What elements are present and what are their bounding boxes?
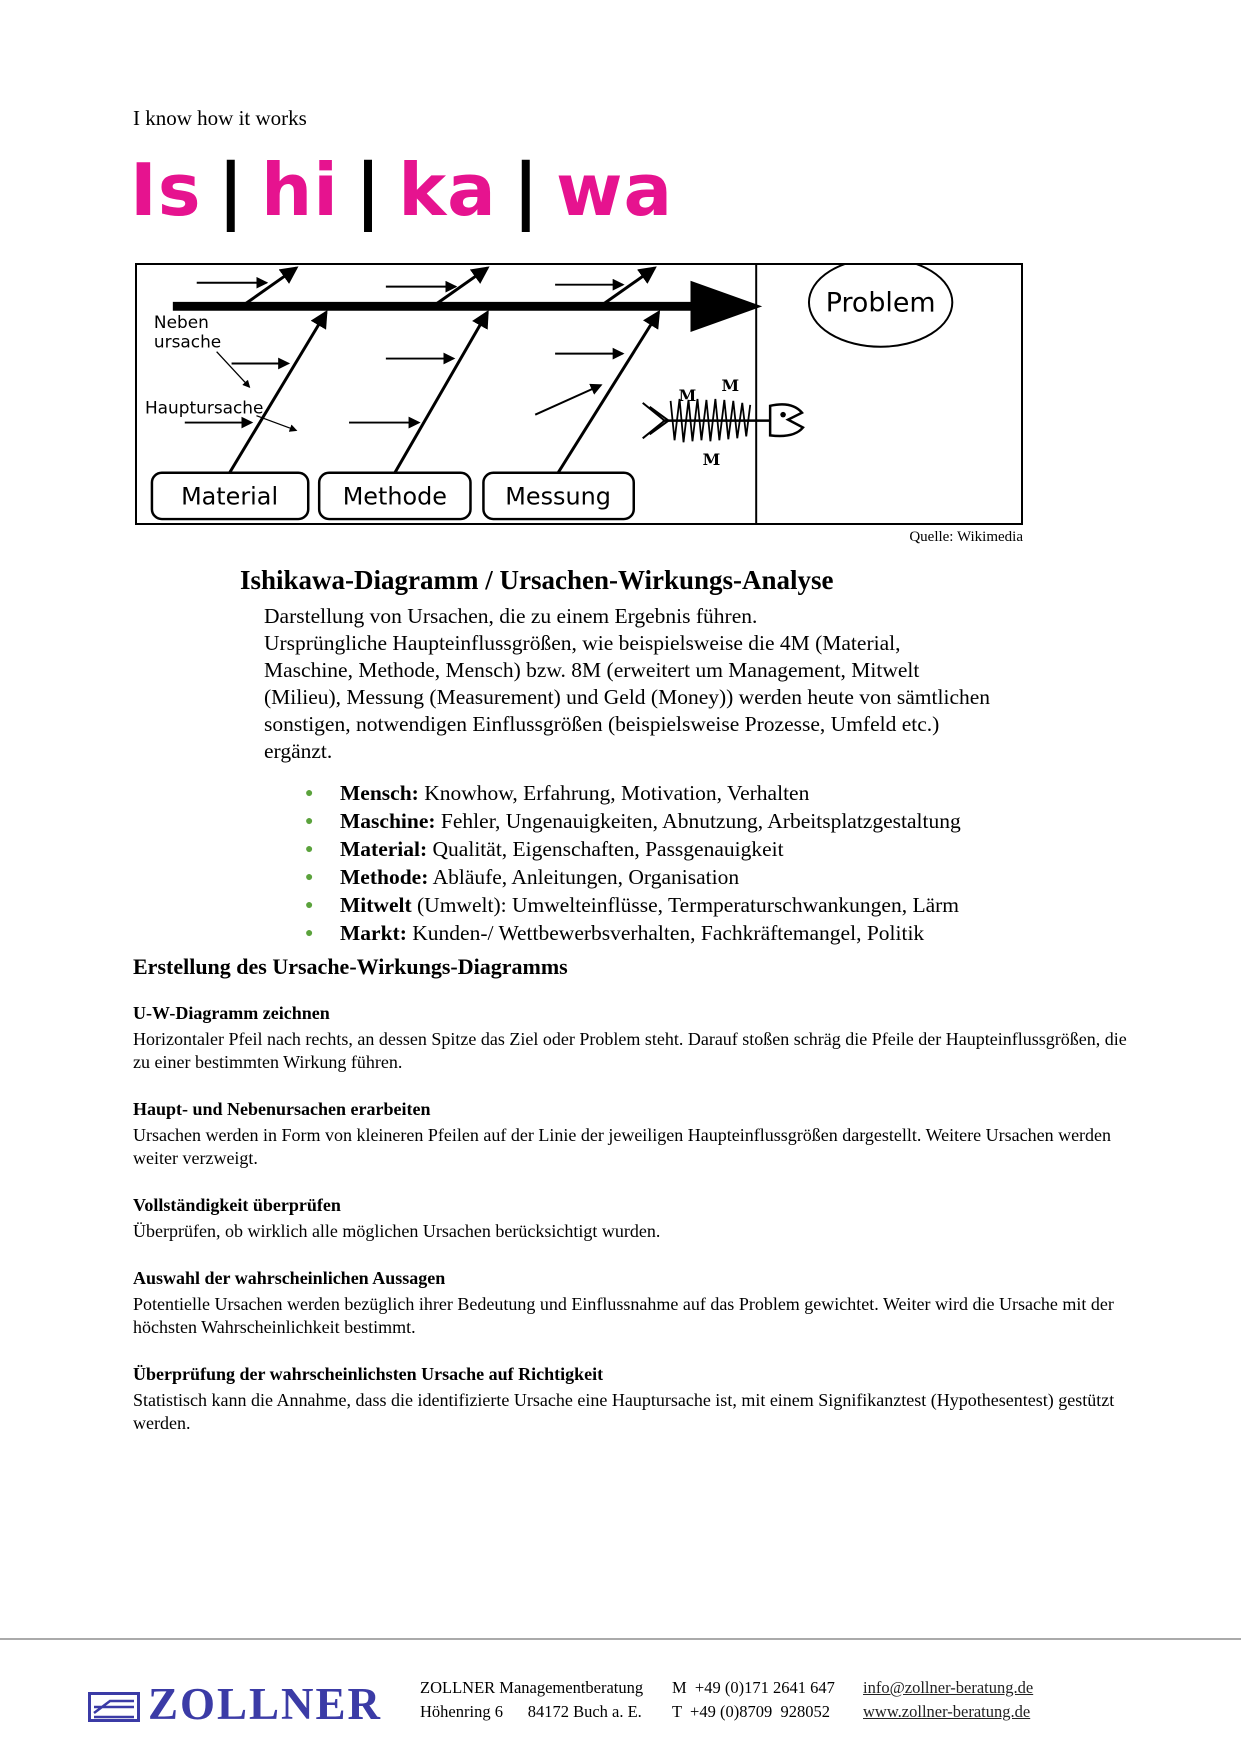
footer-website-link[interactable]: www.zollner-beratung.de: [863, 1702, 1031, 1721]
fish-m-letter-1: M: [678, 385, 697, 405]
fish-m-letter-3: M: [702, 449, 721, 469]
bullet-term: Mensch:: [340, 781, 419, 805]
footer-divider: [0, 1638, 1241, 1640]
problem-label: Problem: [825, 287, 936, 319]
zollner-logo-text: ZOLLNER: [148, 1679, 383, 1729]
steps-list: [133, 1002, 1128, 1459]
list-item: [303, 779, 961, 807]
step-body: Potentielle Ursachen werden bezüglich ihrer Bedeutung und Einflussnahme auf das Problem gewichtet. Weiter wird die Ursache mit der höchsten Wahrscheinlichkeit bestimmt.: [133, 1294, 1114, 1337]
page-title: [130, 148, 673, 232]
footer-links-block: [863, 1676, 1033, 1724]
fishbone-diagram: [137, 265, 1021, 523]
figure-caption: Quelle: Wikimedia: [909, 529, 1023, 545]
bullet-text: Knowhow, Erfahrung, Motivation, Verhalten: [418, 781, 810, 805]
box-label-material: Material: [181, 482, 279, 511]
title-syllable-4: wa: [555, 148, 674, 232]
title-separator: |: [354, 148, 383, 232]
step-5: [133, 1363, 1128, 1435]
box-label-messung: Messung: [505, 482, 611, 511]
bullet-term: Material:: [340, 837, 428, 861]
step-body: Überprüfen, ob wirklich alle möglichen Ursachen berücksichtigt wurden.: [133, 1221, 661, 1241]
bullet-text: Qualität, Eigenschaften, Passgenauigkeit: [427, 837, 784, 861]
step-body: Horizontaler Pfeil nach rechts, an dessen Spitze das Ziel oder Problem steht. Darauf stoßen schräg die Pfeile der Haupteinflussgrößen, die zu einer bestimmten Wirkung führen.: [133, 1029, 1127, 1072]
footer-address: Höhenring 6 84172 Buch a. E.: [420, 1702, 642, 1721]
step-body: Statistisch kann die Annahme, dass die identifizierte Ursache eine Hauptursache ist, mit einem Signifikanztest (Hypothesentest) gestützt werden.: [133, 1390, 1115, 1433]
fish-skeleton-doodle: [643, 399, 803, 442]
list-item: [303, 835, 961, 863]
step-2: [133, 1098, 1128, 1170]
title-separator: |: [512, 148, 540, 232]
step-1: [133, 1002, 1128, 1074]
step-title: U-W-Diagramm zeichnen: [133, 1003, 330, 1023]
footer-company-name: ZOLLNER Managementberatung: [420, 1678, 644, 1697]
step-3: [133, 1194, 1128, 1243]
zollner-logo-icon: [88, 1692, 140, 1722]
footer-email-link[interactable]: info@zollner-beratung.de: [863, 1678, 1034, 1697]
list-item: [303, 891, 961, 919]
bullet-term: Mitwelt: [340, 893, 412, 917]
intro-body: Ursprüngliche Haupteinflussgrößen, wie beispielsweise die 4M (Material, Maschine, Methode, Mensch) bzw. 8M (erweitert um Management, Mitwelt (Milieu), Messung (Measurement) und Geld (Money)) werden heute von sämtlichen sonstigen, notwendigen Einflussgrößen (beispielsweise Prozesse, Umfeld etc.) ergänzt.: [264, 631, 991, 763]
step-4: [133, 1267, 1128, 1339]
title-separator: |: [217, 148, 245, 232]
list-item: [303, 863, 961, 891]
step-title: Vollständigkeit überprüfen: [133, 1195, 341, 1215]
bullet-term: Markt:: [340, 921, 407, 945]
hauptursache-label: Hauptursache: [144, 397, 264, 418]
ishikawa-figure: [135, 263, 1023, 525]
neben-ursache-label-line2: ursache: [153, 331, 222, 352]
box-label-methode: Methode: [342, 482, 447, 511]
list-item: [303, 919, 961, 947]
title-syllable-3: ka: [398, 148, 497, 232]
title-syllable-1: Is: [130, 148, 202, 232]
step-body: Ursachen werden in Form von kleineren Pfeilen auf der Linie der jeweiligen Haupteinflussgrößen dargestellt. Weitere Ursachen werden weiter verzweigt.: [133, 1125, 1112, 1168]
footer-phone: T +49 (0)8709 928052: [672, 1702, 830, 1721]
title-syllable-2: hi: [260, 148, 339, 232]
tagline: I know how it works: [133, 106, 307, 130]
footer-phone-block: [672, 1676, 835, 1724]
bullet-term: Maschine:: [340, 809, 436, 833]
bullet-term: Methode:: [340, 865, 429, 889]
intro-line-1: Darstellung von Ursachen, die zu einem Ergebnis führen.: [264, 604, 758, 628]
footer-mobile: M +49 (0)171 2641 647: [672, 1678, 835, 1697]
main-cause-branches: [230, 312, 659, 473]
bullet-text: Fehler, Ungenauigkeiten, Abnutzung, Arbeitsplatzgestaltung: [435, 809, 961, 833]
spine-arrow: [173, 281, 762, 332]
neben-ursache-label-line1: Neben: [153, 312, 209, 333]
fish-m-letter-2: M: [721, 376, 740, 396]
bullet-text: Kunden-/ Wettbewerbsverhalten, Fachkräftemangel, Politik: [406, 921, 925, 945]
main-heading: Ishikawa-Diagramm / Ursachen-Wirkungs-Analyse: [240, 565, 834, 595]
step-title: Überprüfung der wahrscheinlichsten Ursache auf Richtigkeit: [133, 1364, 604, 1384]
intro-paragraph: [264, 603, 994, 765]
step-title: Haupt- und Nebenursachen erarbeiten: [133, 1099, 431, 1119]
bullet-text: Abläufe, Anleitungen, Organisation: [428, 865, 740, 889]
bullet-text: (Umwelt): Umwelteinflüsse, Termperaturschwankungen, Lärm: [411, 893, 960, 917]
step-title: Auswahl der wahrscheinlichen Aussagen: [133, 1268, 446, 1288]
footer-company-block: [420, 1676, 643, 1724]
section-heading: Erstellung des Ursache-Wirkungs-Diagramms: [133, 954, 568, 979]
list-item: [303, 807, 961, 835]
m-factors-list: [303, 779, 961, 947]
